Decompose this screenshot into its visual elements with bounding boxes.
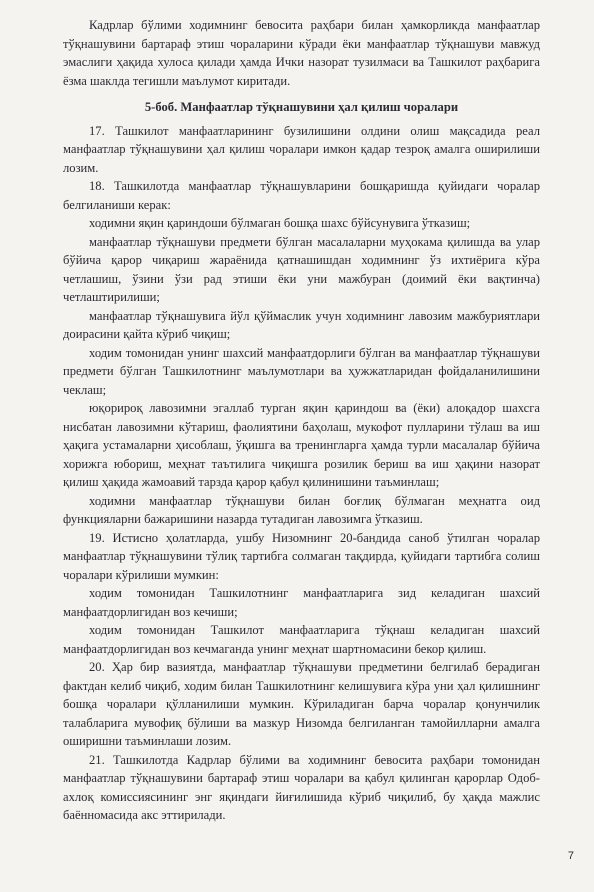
list-item: ходимни манфаатлар тўқнашуви билан боғлиқ бўлмаган меҳнатга оид функцияларни бажаришини назарда тутадиган лавозимга ўтказиш. (63, 493, 540, 526)
list-item: ходим томонидан унинг шахсий манфаатдорлиги бўлган ва манфаатлар тўқнашуви предмети бўлган Ташкилотнинг маълумотлари ва ҳужжатларидан фойдаланилишини чеклаш; (63, 345, 540, 397)
paragraph-19: 19. Истисно ҳолатларда, ушбу Низомнинг 20-бандида саноб ўтилган чоралар манфаатлар тўқнашувини тўлиқ тартибга солмаган тақдирда, қуйидаги тартибга солиш чоралари кўрилиши мумкин: (63, 530, 540, 582)
paragraph-21: 21. Ташкилотда Кадрлар бўлими ва ходимнинг бевосита раҳбари томонидан манфаатлар тўқнашувини бартараф этиш чоралари ва қабул қилинган қарорлар Одоб-ахлоқ комиссиясининг энг яқиндаги йиғилишида кўриб чиқилиб, бу ҳақда мажлис баённомасида акс эттирилади. (63, 752, 540, 822)
paragraph-20: 20. Ҳар бир вазиятда, манфаатлар тўқнашуви предметини белгилаб берадиган фактдан келиб чиқиб, ходим билан Ташкилотнинг келишувига кўра уни ҳал қилишнинг бошқа чоралари қўлланилиши мумкин. Кўриладиган барча чоралар қонунчилик талабларига мувофиқ бўлиши ва мазкур Низомда белгиланган тамойилларни амалга оширишни таъминлаши лозим. (63, 660, 540, 748)
list-item: манфаатлар тўқнашуви предмети бўлган масалаларни муҳокама қилишда ва улар бўйича қарор чиқариш жараёнида қатнашишдан ходимнинг ўз ихтиёрига кўра четлашиш, ўзини ўзи рад этиши ёки уни мажбуран (доимий ёки вақтинча) четлаштирилиши; (63, 234, 540, 304)
intro-paragraph: Кадрлар бўлими ходимнинг бевосита раҳбари билан ҳамкорликда манфаатлар тўқнашувини бартараф этиш чораларини кўради ёки манфаатлар тўқнашуви мавжуд эмаслиги ҳақида хулоса қилади ҳамда Ички назорат тузилмаси ва Ташкилот раҳбарига ёзма шаклда тегишли маълумот киритади. (63, 18, 540, 88)
list-item: ходим томонидан Ташкилот манфаатларига тўқнаш келадиган шахсий манфаатдорлигидан воз кечмаганда унинг меҳнат шартномасини бекор қилиш. (63, 623, 540, 656)
paragraph-17: 17. Ташкилот манфаатларининг бузилишини олдини олиш мақсадида реал манфаатлар тўқнашувини ҳал қилиш чоралари имкон қадар тезроқ амалга оширилиши лозим. (63, 123, 540, 175)
list-item: ходимни яқин қариндоши бўлмаган бошқа шахс бўйсунувига ўтказиш; (89, 216, 471, 230)
chapter-heading: 5-боб. Манфаатлар тўқнашувини ҳал қилиш чоралари (144, 100, 459, 114)
paragraph-18: 18. Ташкилотда манфаатлар тўқнашувларини бошқаришда қуйидаги чоралар белгиланиши керак: (63, 179, 540, 212)
list-item: юқорироқ лавозимни эгаллаб турган яқин қариндош ва (ёки) алоқадор шахсга нисбатан лавозимни кўтариш, фаолиятини баҳолаш, мукофот пулларини тўлаш ва иш ҳақига устамаларни ҳисоблаш, ўқишга ва тренингларга ҳамда турли масалалар бўйича хорижга юбориш, меҳнат таътилига чиқишга розилик бериш ва иш ҳақини назорат қилиш ҳақида жамоавий тарзда қарор қабул қилинишини таъминлаш; (63, 401, 540, 489)
list-item: ходим томонидан Ташкилотнинг манфаатларига зид келадиган шахсий манфаатдорлигидан воз кечиши; (63, 586, 540, 619)
page-number: 7 (567, 850, 574, 862)
list-item: манфаатлар тўқнашувига йўл қўймаслик учун ходимнинг лавозим мажбуриятлари доирасини қайта кўриб чиқиш; (63, 308, 540, 341)
